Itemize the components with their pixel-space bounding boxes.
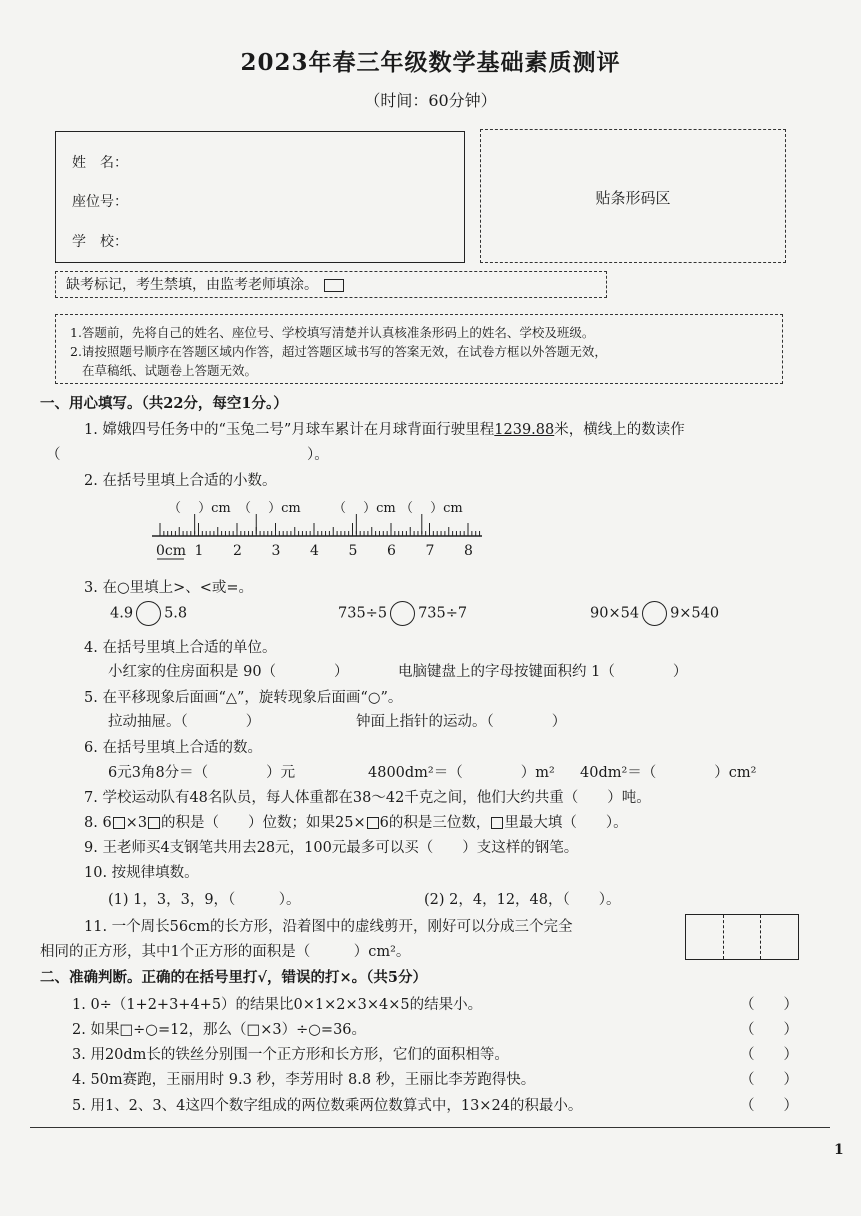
judge-item: 1. 0÷（1+2+3+4+5）的结果比0×1×2×3×4×5的结果小。: [72, 997, 483, 1013]
exam-duration: （时间：60分钟）: [364, 91, 497, 110]
q9-text[interactable]: 9. 王老师买4支钢笔共用去28元，100元最多可以买（ ）支这样的钢笔。: [84, 840, 579, 856]
digit-box: [491, 817, 503, 829]
ruler-number: 3: [271, 543, 281, 559]
absent-mark-row: [55, 271, 607, 298]
q3-b: [338, 601, 467, 626]
q1-number: 1239.88: [494, 422, 555, 438]
q3-a: [110, 601, 187, 626]
q5-a[interactable]: 拉动抽屉。（ ）: [108, 714, 261, 730]
digit-box: [367, 817, 379, 829]
judge-item: 4. 50m赛跑，王丽用时 9.3 秒，李芳用时 8.8 秒，王丽比李芳跑得快。: [72, 1072, 536, 1088]
q1-answer-blank[interactable]: （ ）。: [46, 447, 329, 463]
q3-a-left: 4.9: [110, 605, 134, 622]
q1-text: 1. 嫦娥四号任务中的“玉兔二号”月球车累计在月球背面行驶里程: [84, 422, 495, 438]
q7-text[interactable]: 7. 学校运动队有48名队员，每人体重都在38～42千克之间，他们大约共重（ ）吨。: [84, 790, 651, 806]
q8-part: 6的积是三位数，: [379, 815, 491, 831]
ruler-number: 7: [425, 543, 435, 559]
ruler-number: 0cm: [156, 543, 187, 559]
judge-answer[interactable]: （ ）: [740, 1098, 798, 1114]
page-mark: 1: [834, 1142, 844, 1158]
q3-text: 3. 在○里填上>、<或=。: [84, 580, 254, 596]
ruler-number: 4: [310, 543, 319, 559]
q6-text: 6. 在括号里填上合适的数。: [84, 740, 262, 756]
q10-b[interactable]: (2) 2，4，12，48，（ ）。: [424, 892, 621, 908]
q3-b-right: 735÷7: [418, 605, 468, 622]
q5-b[interactable]: 钟面上指针的运动。（ ）: [356, 714, 567, 730]
judge-answer[interactable]: （ ）: [740, 1022, 798, 1038]
judge-item: 2. 如果□÷○=12，那么（□×3）÷○=36。: [72, 1022, 367, 1038]
section1-heading: 一、用心填写。（共22分，每空1分。）: [40, 395, 288, 412]
judge-answer[interactable]: （ ）: [740, 997, 798, 1013]
digit-box: [148, 817, 160, 829]
page-bottom-rule: [30, 1127, 830, 1128]
ruler-blank[interactable]: （ ）cm: [400, 501, 463, 516]
judge-answer[interactable]: （ ）: [740, 1072, 798, 1088]
q3-a-right: 5.8: [164, 605, 188, 622]
ruler-blank[interactable]: （ ）cm: [238, 501, 301, 516]
ruler-blank[interactable]: （ ）cm: [333, 501, 396, 516]
q4-a[interactable]: 小红家的住房面积是 90（ ）: [108, 664, 349, 680]
compare-circle[interactable]: [642, 601, 667, 626]
q1-text-2: 米，横线上的数读作: [554, 422, 685, 438]
q3-b-left: 735÷5: [338, 605, 388, 622]
compare-circle[interactable]: [136, 601, 161, 626]
q11-text-2[interactable]: 相同的正方形，其中1个正方形的面积是（ ）cm²。: [40, 944, 411, 960]
ruler-number: 6: [387, 543, 396, 559]
judge-item: 3. 用20dm长的铁丝分别围一个正方形和长方形，它们的面积相等。: [72, 1047, 509, 1063]
q8-text[interactable]: [84, 811, 628, 832]
absent-checkbox[interactable]: [324, 279, 344, 292]
school-field-label: 学 校：: [72, 234, 128, 250]
q1-line: [84, 418, 685, 439]
ruler-number: 5: [348, 543, 358, 559]
q8-part: 的积是（ ）位数；如果25×: [161, 815, 366, 831]
ruler: [150, 512, 490, 572]
instruction-line: 2.请按照题号顺序在答题区域内作答，超过答题区域书写的答案无效，在试卷方框以外答题无效，: [70, 344, 607, 359]
ruler-number: 2: [233, 543, 242, 559]
absent-text: 缺考标记，考生禁填，由监考老师填涂。: [66, 277, 318, 293]
q11-text: 11. 一个周长56cm的长方形，沿着图中的虚线剪开，刚好可以分成三个完全: [84, 919, 573, 935]
rectangle-figure: [685, 914, 799, 960]
ruler-number: 1: [194, 543, 204, 559]
section2-heading: 二、准确判断。正确的在括号里打√，错误的打×。（共5分）: [40, 969, 428, 986]
q6-c[interactable]: 40dm²＝（ ）cm²: [580, 765, 757, 781]
q4-b[interactable]: 电脑键盘上的字母按键面积约 1（ ）: [398, 664, 688, 680]
q2-text: 2. 在括号里填上合适的小数。: [84, 473, 277, 489]
q4-text: 4. 在括号里填上合适的单位。: [84, 640, 277, 656]
instructions-box: [55, 314, 783, 384]
q3-c-right: 9×540: [670, 605, 720, 622]
exam-title: 2023年春三年级数学基础素质测评: [240, 49, 621, 76]
cut-line: [760, 915, 761, 959]
digit-box: [113, 817, 125, 829]
compare-circle[interactable]: [390, 601, 415, 626]
q10-text: 10. 按规律填数。: [84, 865, 199, 881]
q3-c: [590, 601, 719, 626]
q10-a[interactable]: (1) 1，3，3，9，（ ）。: [108, 892, 301, 908]
q6-b[interactable]: 4800dm²＝（ ）m²: [368, 765, 555, 781]
q8-part: 里最大填（ ）。: [504, 815, 628, 831]
cut-line: [723, 915, 724, 959]
instruction-line: 1.答题前，先将自己的姓名、座位号、学校填写清楚并认真核准条形码上的姓名、学校及班级。: [70, 325, 595, 340]
q6-a[interactable]: 6元3角8分＝（ ）元: [108, 765, 296, 781]
barcode-area: [480, 129, 786, 263]
q8-part: 8. 6: [84, 815, 112, 831]
judge-item: 5. 用1、2、3、4这四个数字组成的两位数乘两位数算式中，13×24的积最小。: [72, 1098, 583, 1114]
ruler-blank[interactable]: （ ）cm: [168, 501, 231, 516]
q3-c-left: 90×54: [590, 605, 640, 622]
barcode-label: 贴条形码区: [595, 189, 671, 207]
student-info-box: [55, 131, 465, 263]
instruction-line: 在草稿纸、试题卷上答题无效。: [82, 363, 258, 378]
judge-answer[interactable]: （ ）: [740, 1047, 798, 1063]
name-field-label: 姓 名：: [72, 155, 128, 171]
q8-part: ×3: [125, 815, 148, 831]
seat-field-label: 座位号：: [72, 194, 128, 210]
q5-text: 5. 在平移现象后面画“△”，旋转现象后面画“○”。: [84, 690, 403, 706]
ruler-number: 8: [464, 543, 473, 559]
